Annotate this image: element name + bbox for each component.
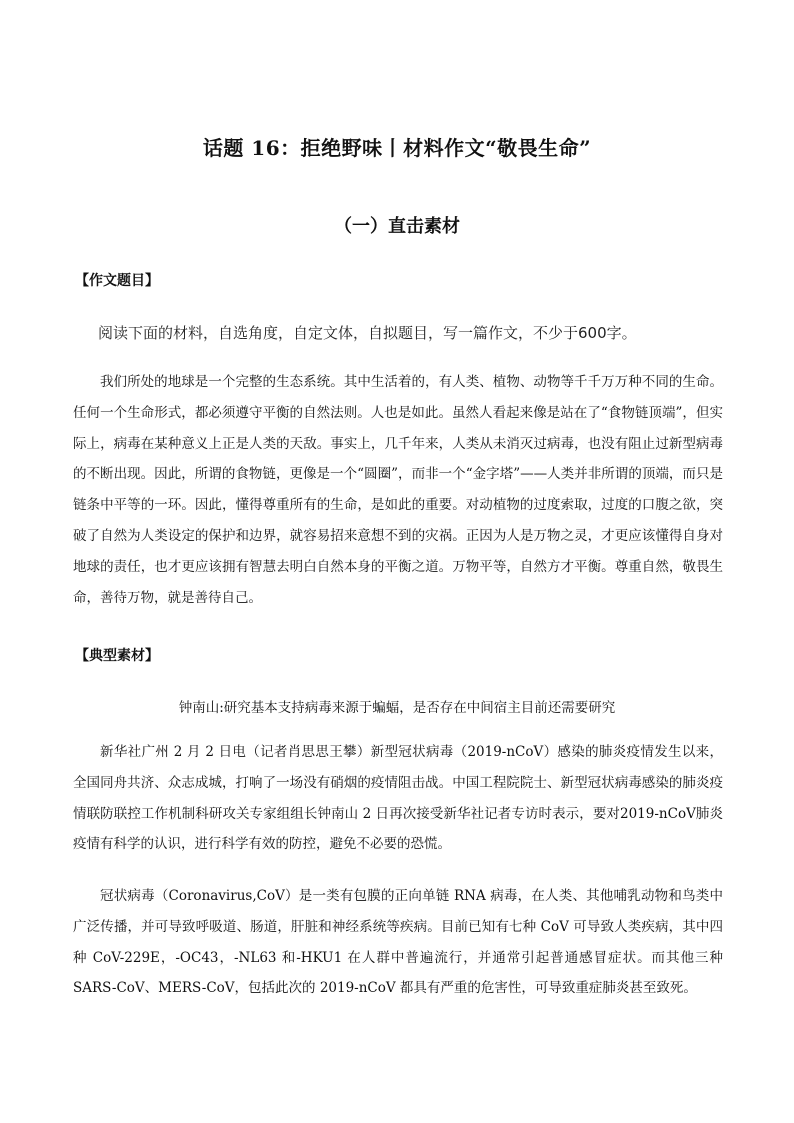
writing-instruction: 阅读下面的材料，自选角度，自定文体，自拟题目，写一篇作文，不少于600字。 — [98, 324, 637, 342]
page-title: 话题 16：拒绝野味丨材料作文“敬畏生命” — [202, 136, 592, 160]
material-paragraph: 我们所处的地球是一个完整的生态系统。其中生活着的，有人类、植物、动物等千千万万种不同的生命。任何一个生命形式，都必须遵守平衡的自然法则。人也是如此。虽然人看起来像是站在了“食物链顶端”，但实际上，病毒在某种意义上正是人类的天敌。事实上，几千年来，人类从未消灭过病毒，也没有阻止过新型病毒的不断出现。因此，所谓的食物链，更像是一个“圆圈”，而非一个“金字塔”——人类并非所谓的顶端，而只是链条中平等的一环。因此，懂得尊重所有的生命，是如此的重要。对动植物的过度索取，过度的口腹之欲，突破了自然为人类设定的保护和边界，就容易招来意想不到的灾祸。正因为人是万物之灵，才更应该懂得自身对地球的责任，也才更应该拥有智慧去明白自然本身的平衡之道。万物平等，自然方才平衡。尊重自然，敬畏生命，善待万物，就是善待自己。 — [73, 374, 723, 606]
section-subtitle: （一）直击素材 — [334, 216, 460, 237]
article-headline: 钟南山:研究基本支持病毒来源于蝙蝠，是否存在中间宿主目前还需要研究 — [178, 700, 616, 716]
prompt-section-heading: 【作文题目】 — [75, 273, 159, 289]
article-paragraph-1: 新华社广州 2 月 2 日电（记者肖思思王攀）新型冠状病毒（2019-nCoV）感染的肺炎疫情发生以来，全国同舟共济、众志成城，打响了一场没有硝烟的疫情阻击战。中国工程院院士、新型冠状病毒感染的肺炎疫情联防联控工作机制科研攻关专家组组长钟南山 2 日再次接受新华社记者专访时表示，要对2019-nCoV肺炎疫情有科学的认识，进行科学有效的防控，避免不必要的恐慌。 — [73, 744, 723, 853]
article-paragraph-2: 冠状病毒（Coronavirus,CoV）是一类有包膜的正向单链 RNA 病毒，在人类、其他哺乳动物和鸟类中广泛传播，并可导致呼吸道、肠道，肝脏和神经系统等疾病。目前已知有七种 CoV 可导致人类疾病，其中四种 CoV-229E，-OC43，-NL63 和-HKU1 在人群中普遍流行，并通常引起普通感冒症状。而其他三种SARS-CoV、MERS-CoV，包括此次的 2019-nCoV 都具有严重的危害性，可导致重症肺炎甚至致死。 — [73, 888, 723, 997]
material-section-heading: 【典型素材】 — [75, 648, 159, 664]
